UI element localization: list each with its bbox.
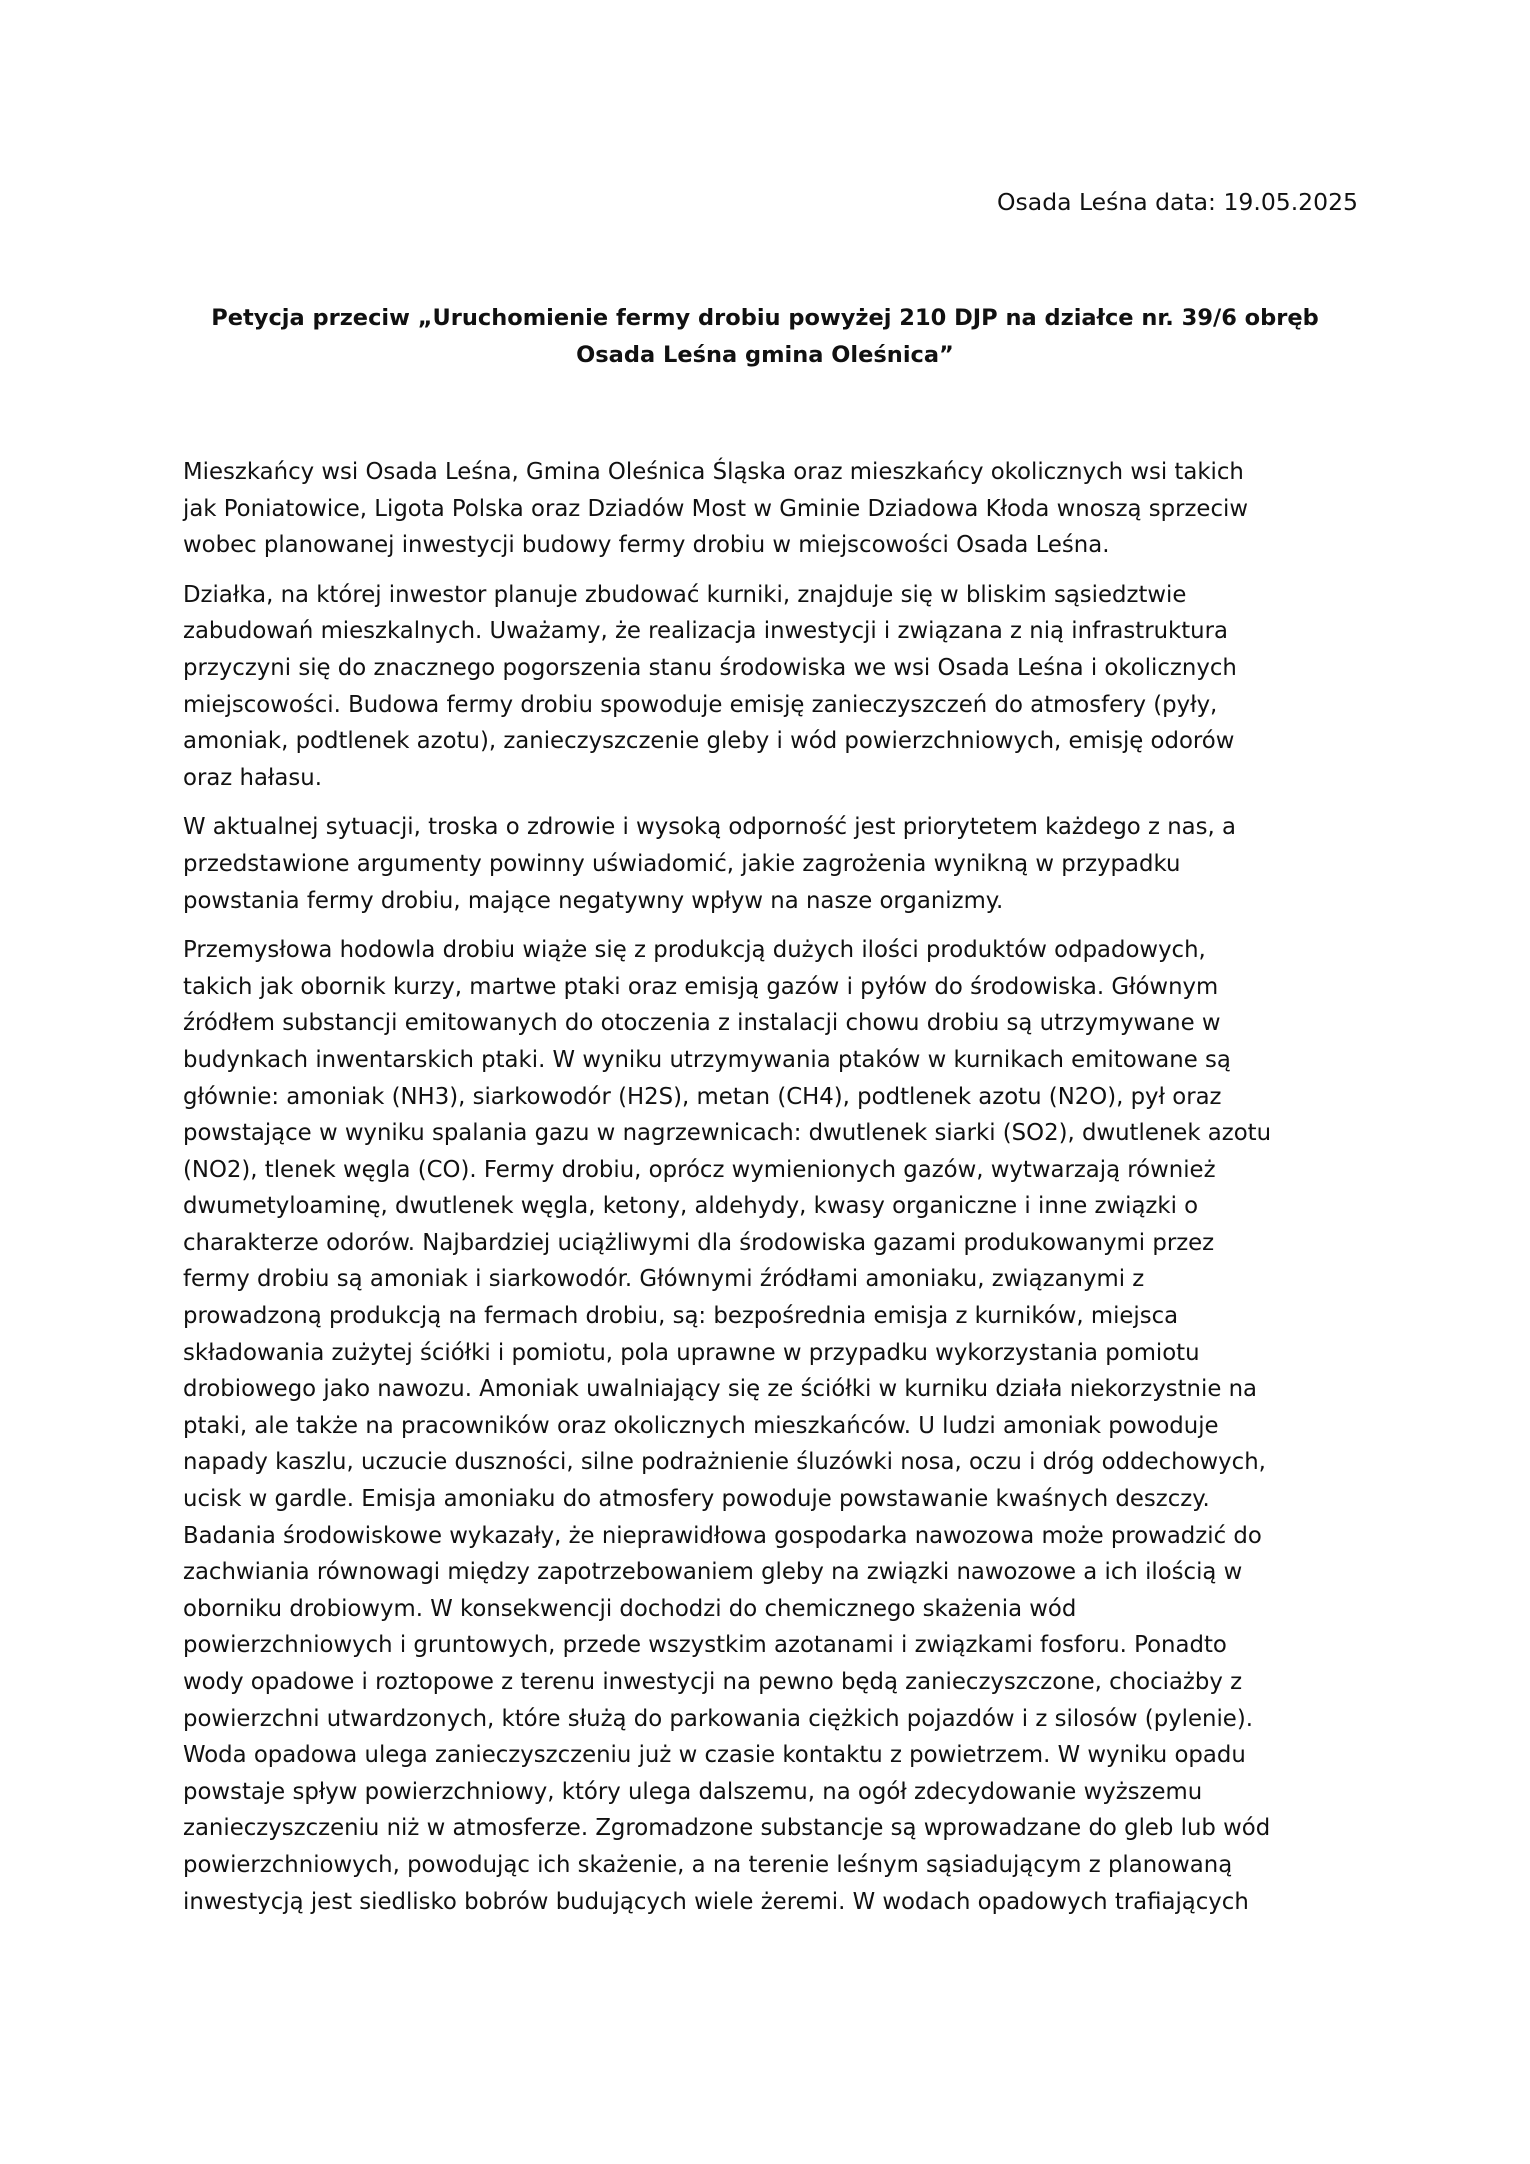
- petition-body: [183, 454, 1363, 1933]
- text-line: powierzchni utwardzonych, które służą do parkowania ciężkich pojazdów i z silosów (pylenie).: [183, 1705, 1253, 1732]
- text-line: powierzchniowych i gruntowych, przede wszystkim azotanami i związkami fosforu. Ponadto: [183, 1632, 1227, 1659]
- text-line: Przemysłowa hodowla drobiu wiąże się z produkcją dużych ilości produktów odpadowych,: [183, 937, 1206, 964]
- place-and-date: Osada Leśna data: 19.05.2025: [997, 188, 1358, 216]
- text-line: źródłem substancji emitowanych do otoczenia z instalacji chowu drobiu są utrzymywane w: [183, 1010, 1221, 1037]
- text-line: Mieszkańcy wsi Osada Leśna, Gmina Oleśnica Śląska oraz mieszkańcy okolicznych wsi takich: [183, 459, 1244, 485]
- text-line: wobec planowanej inwestycji budowy fermy drobiu w miejscowości Osada Leśna.: [183, 532, 1110, 559]
- text-line: składowania zużytej ściółki i pomiotu, pola uprawne w przypadku wykorzystania pomiotu: [183, 1339, 1200, 1366]
- text-line: zabudowań mieszkalnych. Uważamy, że realizacja inwestycji i związana z nią infrastruktura: [183, 618, 1228, 645]
- text-line: miejscowości. Budowa fermy drobiu spowoduje emisję zanieczyszczeń do atmosfery (pyły,: [183, 691, 1218, 718]
- text-line: powstaje spływ powierzchniowy, który ulega dalszemu, na ogół zdecydowanie wyższemu: [183, 1778, 1203, 1805]
- text-line: głównie: amoniak (NH3), siarkowodór (H2S), metan (CH4), podtlenek azotu (N2O), pył oraz: [183, 1083, 1222, 1110]
- text-line: zachwiania równowagi między zapotrzebowaniem gleby na związki nawozowe a ich ilością w: [183, 1559, 1243, 1586]
- text-line: przyczyni się do znacznego pogorszenia stanu środowiska we wsi Osada Leśna i okolicznych: [183, 654, 1237, 681]
- paragraph-health: [183, 809, 1363, 919]
- text-line: powstające w wyniku spalania gazu w nagrzewnicach: dwutlenek siarki (SO2), dwutlenek azotu: [183, 1120, 1272, 1147]
- text-line: Woda opadowa ulega zanieczyszczeniu już w czasie kontaktu z powietrzem. W wyniku opadu: [183, 1742, 1246, 1769]
- text-line: oborniku drobiowym. W konsekwencji dochodzi do chemicznego skażenia wód: [183, 1595, 1077, 1622]
- text-line: Działka, na której inwestor planuje zbudować kurniki, znajduje się w bliskim sąsiedztwie: [183, 581, 1187, 608]
- text-line: ptaki, ale także na pracowników oraz okolicznych mieszkańców. U ludzi amoniak powoduje: [183, 1412, 1219, 1439]
- text-line: (NO2), tlenek węgla (CO). Fermy drobiu, oprócz wymienionych gazów, wytwarzają również: [183, 1156, 1216, 1183]
- text-line: Badania środowiskowe wykazały, że nieprawidłowa gospodarka nawozowa może prowadzić do: [183, 1522, 1262, 1549]
- text-line: amoniak, podtlenek azotu), zanieczyszczenie gleby i wód powierzchniowych, emisję odorów: [183, 728, 1235, 755]
- text-line: jak Poniatowice, Ligota Polska oraz Dziadów Most w Gminie Dziadowa Kłoda wnoszą sprzeciw: [183, 495, 1248, 522]
- text-line: przedstawione argumenty powinny uświadomić, jakie zagrożenia wynikną w przypadku: [183, 850, 1181, 877]
- text-line: fermy drobiu są amoniak i siarkowodór. Głównymi źródłami amoniaku, związanymi z: [183, 1266, 1145, 1293]
- text-line: budynkach inwentarskich ptaki. W wyniku utrzymywania ptaków w kurnikach emitowane są: [183, 1046, 1231, 1073]
- text-line: ucisk w gardle. Emisja amoniaku do atmosfery powoduje powstawanie kwaśnych deszczy.: [183, 1486, 1210, 1513]
- text-line: inwestycją jest siedlisko bobrów budujących wiele żeremi. W wodach opadowych trafiających: [183, 1888, 1249, 1915]
- text-line: oraz hałasu.: [183, 764, 322, 791]
- petition-title: [150, 300, 1380, 374]
- text-line: zanieczyszczeniu niż w atmosferze. Zgromadzone substancje są wprowadzane do gleb lub wód: [183, 1815, 1271, 1842]
- text-line: takich jak obornik kurzy, martwe ptaki oraz emisją gazów i pyłów do środowiska. Głównym: [183, 973, 1219, 1000]
- paragraph-location: [183, 577, 1363, 797]
- paragraph-intro: [183, 454, 1363, 564]
- text-line: drobiowego jako nawozu. Amoniak uwalniający się ze ściółki w kurniku działa niekorzystnie na: [183, 1376, 1258, 1403]
- text-line: prowadzoną produkcją na fermach drobiu, są: bezpośrednia emisja z kurników, miejsca: [183, 1303, 1179, 1330]
- text-line: powierzchniowych, powodując ich skażenie, a na terenie leśnym sąsiadującym z planowaną: [183, 1851, 1233, 1878]
- text-line: wody opadowe i roztopowe z terenu inwestycji na pewno będą zanieczyszczone, chociażby z: [183, 1669, 1243, 1695]
- title-line: Osada Leśna gmina Oleśnica”: [576, 342, 954, 368]
- text-line: dwumetyloaminę, dwutlenek węgla, ketony, aldehydy, kwasy organiczne i inne związki o: [183, 1193, 1199, 1220]
- text-line: W aktualnej sytuacji, troska o zdrowie i wysoką odporność jest priorytetem każdego z nas, a: [183, 814, 1236, 841]
- text-line: napady kaszlu, uczucie duszności, silne podrażnienie śluzówki nosa, oczu i dróg oddechowych,: [183, 1449, 1266, 1476]
- text-line: charakterze odorów. Najbardziej uciążliwymi dla środowiska gazami produkowanymi przez: [183, 1229, 1215, 1256]
- paragraph-emissions: [183, 932, 1363, 1920]
- title-line: Petycja przeciw „Uruchomienie fermy drobiu powyżej 210 DJP na działce nr. 39/6 obręb: [211, 305, 1319, 331]
- text-line: powstania fermy drobiu, mające negatywny wpływ na nasze organizmy.: [183, 887, 1004, 914]
